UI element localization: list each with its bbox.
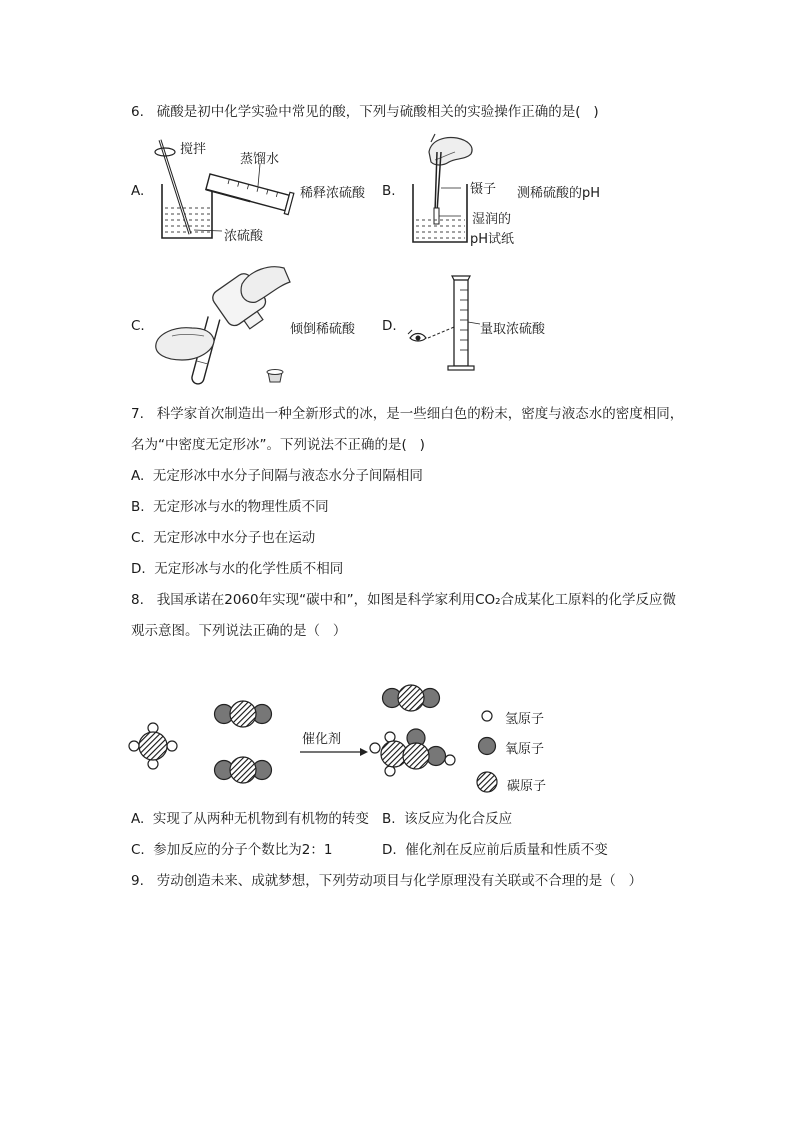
q6-option-d-figure — [404, 276, 484, 372]
q6-b-paper-label-1: 湿润的 — [472, 212, 512, 227]
q6-stem: 6. 硫酸是初中化学实验中常见的酸，下列与硫酸相关的实验操作正确的是( ) — [131, 104, 599, 120]
q9-stem: 9. 劳动创造未来、成就梦想，下列劳动项目与化学原理没有关联或不合理的是（ ） — [131, 873, 643, 889]
q8-legend-hydrogen: 氢原子 — [505, 712, 545, 727]
q8-organic-product — [370, 729, 455, 776]
q6-c-caption: 倾倒稀硫酸 — [290, 322, 356, 337]
carbon-atom-icon — [477, 772, 497, 792]
q7-option-d: D. 无定形冰与水的化学性质不相同 — [131, 561, 344, 577]
q8-option-d: D. 催化剂在反应前后质量和性质不变 — [382, 842, 608, 858]
q8-option-b: B. 该反应为化合反应 — [382, 811, 513, 827]
q8-reaction-diagram — [128, 680, 458, 800]
q7-stem-line2: 名为“中密度无定形冰”。下列说法不正确的是( ) — [131, 437, 425, 453]
q6-option-c-letter: C. — [131, 318, 145, 334]
q6-d-caption: 量取浓硫酸 — [480, 322, 546, 337]
q8-option-c: C. 参加反应的分子个数比为2：1 — [131, 842, 333, 858]
q6-option-a-letter: A. — [131, 183, 145, 199]
q6-a-acid-label: 浓硫酸 — [224, 229, 264, 244]
q6-a-stir-label: 搅拌 — [180, 142, 207, 157]
q6-option-b-letter: B. — [382, 183, 396, 199]
q6-option-d-letter: D. — [382, 318, 397, 334]
q7-option-c: C. 无定形冰中水分子也在运动 — [131, 530, 316, 546]
q8-stem-line2: 观示意图。下列说法正确的是（ ） — [131, 623, 347, 639]
oxygen-atom-icon — [479, 738, 496, 755]
q6-b-tweezers-label: 镊子 — [470, 182, 497, 197]
q8-co2-molecule-bottom — [215, 757, 272, 783]
q8-catalyst-label: 催化剂 — [302, 732, 342, 747]
q8-co2-product — [383, 685, 440, 711]
q6-a-water-label: 蒸馏水 — [240, 152, 280, 167]
q7-option-b: B. 无定形冰与水的物理性质不同 — [131, 499, 329, 515]
q8-legend-carbon: 碳原子 — [507, 779, 547, 794]
q6-option-c-figure — [152, 262, 302, 388]
q8-legend-icons — [478, 706, 502, 796]
q7-option-a: A. 无定形冰中水分子间隔与液态水分子间隔相同 — [131, 468, 423, 484]
q6-b-caption: 测稀硫酸的pH — [517, 186, 601, 201]
q8-methane-molecule — [129, 723, 177, 769]
q8-co2-molecule-top — [215, 701, 272, 727]
hydrogen-atom-icon — [482, 711, 492, 721]
q7-stem-line1: 7. 科学家首次制造出一种全新形式的冰，是一些细白色的粉末，密度与液态水的密度相同， — [131, 406, 684, 422]
q6-a-caption: 稀释浓硫酸 — [300, 186, 366, 201]
q8-legend-oxygen: 氧原子 — [505, 742, 545, 757]
q6-b-paper-label-2: pH试纸 — [470, 232, 515, 247]
q8-option-a: A. 实现了从两种无机物到有机物的转变 — [131, 811, 369, 827]
q8-stem-line1: 8. 我国承诺在2060年实现“碳中和”，如图是科学家利用CO₂合成某化工原料的化学反应微 — [131, 592, 677, 608]
